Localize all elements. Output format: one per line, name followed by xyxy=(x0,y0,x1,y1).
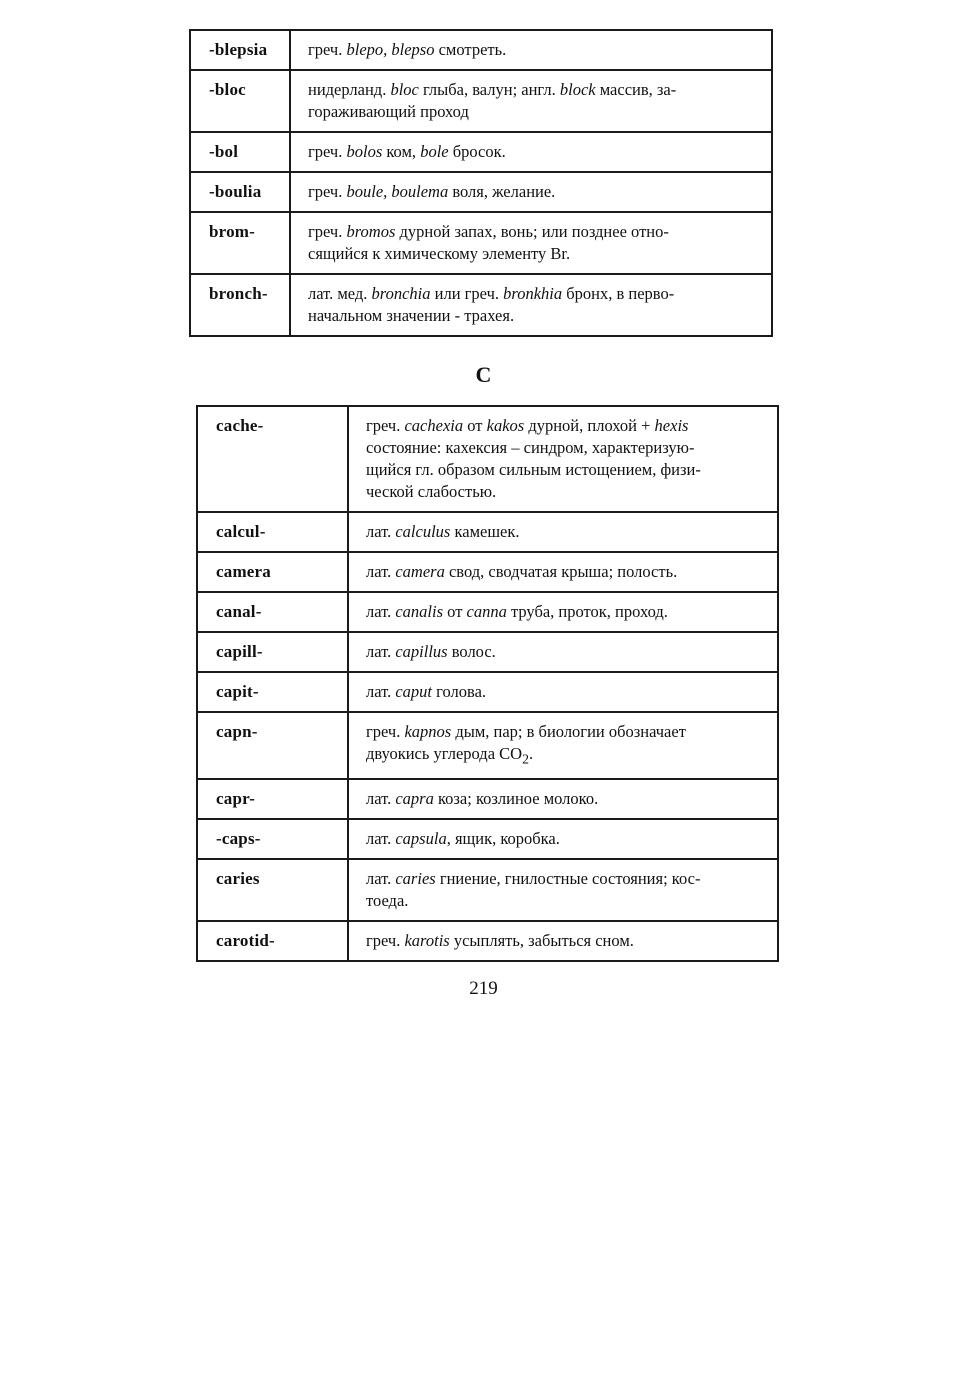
definition-segment: 2 xyxy=(522,751,529,767)
definition-text xyxy=(291,173,771,211)
definition-segment: или греч. xyxy=(430,284,504,303)
definition-segment: массив, за- xyxy=(595,80,677,99)
dictionary-table-c xyxy=(196,405,779,962)
table-row xyxy=(197,512,778,552)
term-text: -blepsia xyxy=(209,40,268,59)
table-row xyxy=(197,632,778,672)
dictionary-table-b xyxy=(189,29,773,337)
term-text: camera xyxy=(216,562,271,581)
definition-latin-word: caries xyxy=(395,869,436,889)
table-row xyxy=(197,859,778,921)
definition-text xyxy=(349,633,777,671)
term-text: capit- xyxy=(216,682,259,701)
term-cell xyxy=(197,819,348,859)
definition-cell xyxy=(348,406,778,512)
definition-latin-word: capra xyxy=(395,789,434,809)
definition-segment: лат. xyxy=(366,682,396,701)
term-cell xyxy=(197,712,348,779)
definition-latin-word: kapnos xyxy=(404,722,452,741)
definition-latin-word: bromos xyxy=(346,222,396,241)
table-row xyxy=(197,921,778,961)
term-cell xyxy=(197,672,348,712)
term-cell xyxy=(197,552,348,592)
definition-segment: камешек. xyxy=(450,522,520,541)
definition-text xyxy=(349,922,777,960)
table-row xyxy=(197,592,778,632)
definition-latin-word: karotis xyxy=(404,931,450,951)
definition-segment: сящийся к химическому элементу Br. xyxy=(308,244,571,263)
definition-cell xyxy=(290,132,772,172)
term-cell xyxy=(190,274,290,336)
definition-segment: лат. xyxy=(366,789,396,809)
definition-latin-word: block xyxy=(559,80,596,99)
definition-segment: лат. xyxy=(366,522,396,541)
definition-segment: греч. xyxy=(308,182,347,201)
definition-text xyxy=(349,407,777,511)
definition-segment: греч. xyxy=(366,722,405,741)
term-text: canal- xyxy=(216,602,262,621)
term-text: -bol xyxy=(209,142,239,161)
definition-segment: двуокись углерода CO xyxy=(366,744,523,763)
definition-cell xyxy=(290,212,772,274)
definition-segment: усыплять, забыться сном. xyxy=(449,931,634,951)
definition-segment: нидерланд. xyxy=(308,80,391,99)
term-text: caries xyxy=(216,869,260,889)
term-cell xyxy=(197,779,348,819)
definition-latin-word: boule, boulema xyxy=(346,182,449,201)
definition-latin-word: kakos xyxy=(486,416,525,435)
definition-segment: бронх, в перво- xyxy=(562,284,675,303)
definition-segment: греч. xyxy=(366,416,405,435)
definition-cell xyxy=(348,512,778,552)
definition-segment: лат. xyxy=(366,829,396,849)
definition-segment: дым, пар; в биологии обозначает xyxy=(451,722,686,741)
term-text: -bloc xyxy=(209,80,246,99)
table-row xyxy=(197,779,778,819)
definition-segment: ческой слабостью. xyxy=(366,482,497,501)
definition-segment: бросок. xyxy=(448,142,506,161)
definition-text xyxy=(291,71,771,131)
table-row xyxy=(190,212,772,274)
table-row xyxy=(197,406,778,512)
definition-segment: . xyxy=(528,744,534,763)
definition-segment: голова. xyxy=(432,682,487,701)
definition-segment: тоеда. xyxy=(366,891,409,911)
definition-segment: гораживающий проход xyxy=(308,102,469,121)
term-cell xyxy=(190,132,290,172)
definition-text xyxy=(291,31,771,69)
definition-latin-word: canalis xyxy=(395,602,444,621)
term-cell xyxy=(190,30,290,70)
definition-segment: греч. xyxy=(308,142,347,161)
definition-latin-word: bole xyxy=(420,142,449,161)
definition-text xyxy=(349,593,777,631)
definition-cell xyxy=(290,172,772,212)
table-row xyxy=(197,712,778,779)
definition-text xyxy=(291,133,771,171)
table-row xyxy=(190,30,772,70)
definition-latin-word: bolos xyxy=(346,142,383,161)
definition-text xyxy=(349,513,777,551)
definition-segment: гниение, гнилостные состояния; кос- xyxy=(435,869,701,889)
definition-segment: лат. xyxy=(366,642,396,661)
term-text: cache- xyxy=(216,416,264,435)
definition-segment: труба, проток, проход. xyxy=(506,602,668,621)
definition-latin-word: capillus xyxy=(395,642,448,661)
term-text: brom- xyxy=(209,222,256,241)
table-row xyxy=(197,672,778,712)
definition-latin-word: bronchia xyxy=(371,284,431,303)
definition-latin-word: caput xyxy=(395,682,433,701)
definition-segment: ком, xyxy=(382,142,421,161)
definition-segment: глыба, валун; англ. xyxy=(418,80,560,99)
definition-latin-word: calculus xyxy=(395,522,451,541)
definition-segment: дурной, плохой + xyxy=(524,416,655,435)
term-cell xyxy=(190,70,290,132)
definition-segment: , ящик, коробка. xyxy=(446,829,560,849)
definition-segment: свод, сводчатая крыша; полость. xyxy=(444,562,678,581)
definition-text xyxy=(349,780,777,818)
definition-segment: коза; козлиное молоко. xyxy=(433,789,599,809)
definition-text xyxy=(349,713,777,778)
definition-segment: воля, желание. xyxy=(448,182,556,201)
definition-latin-word: cachexia xyxy=(404,416,464,435)
term-cell xyxy=(197,512,348,552)
definition-cell xyxy=(290,30,772,70)
definition-cell xyxy=(348,779,778,819)
definition-latin-word: blepo, blepso xyxy=(346,40,435,59)
definition-cell xyxy=(348,921,778,961)
definition-segment: лат. xyxy=(366,602,396,621)
definition-latin-word: bloc xyxy=(390,80,419,99)
definition-segment: греч. xyxy=(308,222,347,241)
term-text: capill- xyxy=(216,642,263,661)
definition-segment: от xyxy=(463,416,487,435)
definition-text xyxy=(291,213,771,273)
definition-cell xyxy=(348,552,778,592)
term-text: -caps- xyxy=(216,829,261,849)
table-row xyxy=(190,132,772,172)
table-row xyxy=(190,274,772,336)
table-row xyxy=(190,70,772,132)
table-row xyxy=(197,552,778,592)
term-cell xyxy=(190,212,290,274)
definition-cell xyxy=(348,632,778,672)
term-text: -boulia xyxy=(209,182,262,201)
table-body xyxy=(190,30,772,336)
table-row xyxy=(197,819,778,859)
definition-segment: состояние: кахексия – синдром, характеризую- xyxy=(366,438,695,457)
term-cell xyxy=(190,172,290,212)
definition-cell xyxy=(348,859,778,921)
definition-segment: греч. xyxy=(308,40,347,59)
term-text: capn- xyxy=(216,722,258,741)
definition-latin-word: camera xyxy=(395,562,445,581)
term-text: carotid- xyxy=(216,931,275,951)
section-letter: C xyxy=(475,362,492,387)
page-number: 219 xyxy=(469,978,498,999)
definition-segment: щийся гл. образом сильным истощением, физи- xyxy=(366,460,701,479)
definition-segment: волос. xyxy=(447,642,496,661)
definition-cell xyxy=(290,70,772,132)
definition-text xyxy=(349,860,777,920)
definition-cell xyxy=(348,672,778,712)
term-cell xyxy=(197,859,348,921)
definition-text xyxy=(349,820,777,858)
definition-cell xyxy=(348,712,778,779)
term-cell xyxy=(197,592,348,632)
definition-latin-word: bronkhia xyxy=(503,284,563,303)
term-cell xyxy=(197,632,348,672)
definition-segment: от xyxy=(443,602,467,621)
definition-segment: лат. xyxy=(366,562,396,581)
definition-segment: лат. xyxy=(366,869,396,889)
table-body xyxy=(197,406,778,961)
definition-latin-word: canna xyxy=(466,602,507,621)
term-cell xyxy=(197,406,348,512)
term-cell xyxy=(197,921,348,961)
definition-latin-word: capsula xyxy=(395,829,447,849)
definition-text xyxy=(349,553,777,591)
definition-text xyxy=(291,275,771,335)
definition-cell xyxy=(290,274,772,336)
definition-cell xyxy=(348,819,778,859)
definition-latin-word: hexis xyxy=(654,416,689,435)
term-text: calcul- xyxy=(216,522,266,541)
definition-segment: дурной запах, вонь; или позднее отно- xyxy=(395,222,669,241)
definition-cell xyxy=(348,592,778,632)
definition-segment: греч. xyxy=(366,931,405,951)
definition-segment: смотреть. xyxy=(434,40,507,59)
definition-segment: начальном значении - трахея. xyxy=(308,306,515,325)
definition-text xyxy=(349,673,777,711)
table-row xyxy=(190,172,772,212)
term-text: bronch- xyxy=(209,284,268,303)
definition-segment: лат. мед. xyxy=(308,284,372,303)
term-text: capr- xyxy=(216,789,256,809)
